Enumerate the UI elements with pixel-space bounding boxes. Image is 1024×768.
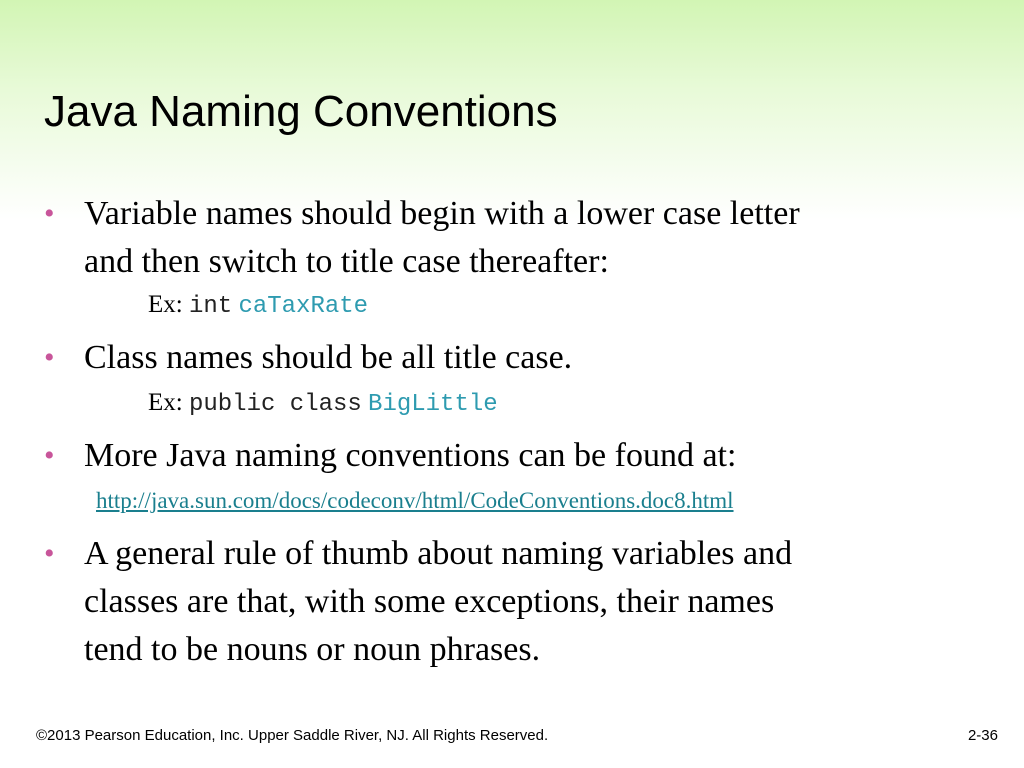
slide-footer [0,722,1024,750]
bullet-text-line: classes are that, with some exceptions, their names [84,583,775,620]
bullet-text-line: Class names should be all title case. [84,339,573,376]
bullet-text [84,334,944,382]
bullet-text [84,432,944,480]
bullet-text-line: A general rule of thumb about naming variables and [84,535,793,572]
conventions-link[interactable]: http://java.sun.com/docs/codeconv/html/CodeConventions.doc8.html [96,488,734,513]
page-number: 2-36 [967,727,998,744]
example-class [148,387,498,421]
code-keyword: public class [188,391,362,418]
bullet-text-line: Variable names should begin with a lower case letter [84,195,800,232]
slide-title: Java Naming Conventions [44,87,558,136]
example-prefix: Ex: [148,389,183,416]
code-identifier: BigLittle [368,391,498,418]
bullet-marker: • [44,537,55,570]
bullet-text-line: tend to be nouns or noun phrases. [84,631,541,668]
bullet-marker: • [44,197,55,230]
example-prefix: Ex: [148,291,183,318]
code-keyword: int [188,293,233,320]
code-identifier: caTaxRate [238,293,369,320]
example-variable [148,289,368,323]
bullet-marker: • [44,341,55,374]
footer-copyright: ©2013 Pearson Education, Inc. Upper Saddle River, NJ. All Rights Reserved. [36,727,549,744]
bullet-text [84,530,944,674]
bullet-text [84,190,944,286]
bullet-marker: • [44,439,55,472]
bullet-text-line: and then switch to title case thereafter: [84,243,609,280]
bullet-text-line: More Java naming conventions can be found at: [84,437,737,474]
